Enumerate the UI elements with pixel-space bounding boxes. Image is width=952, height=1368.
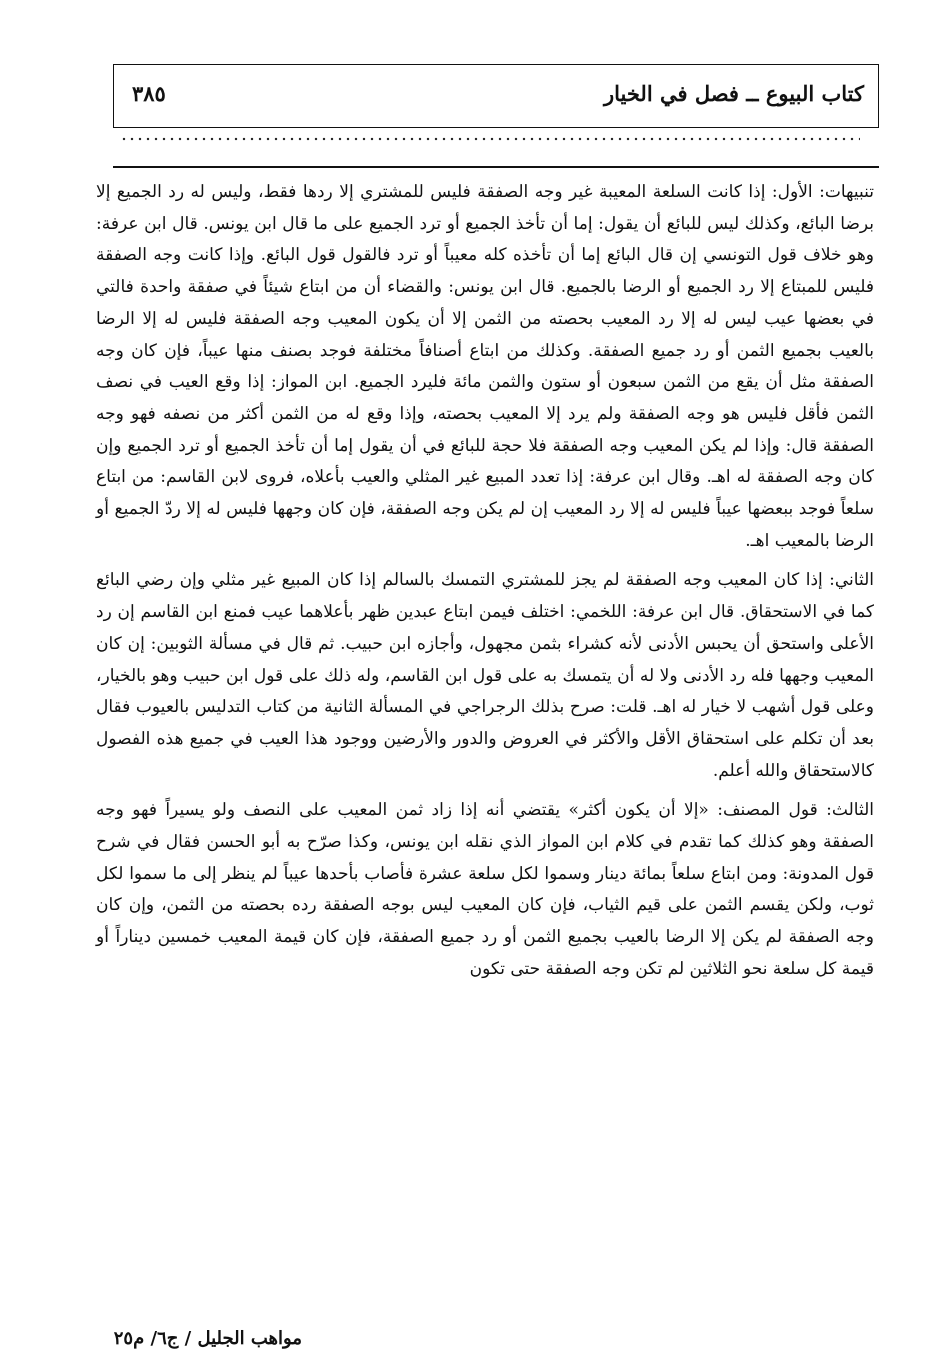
footer-signature: مواهب الجليل / ج٦/ م٢٥	[113, 1328, 302, 1349]
header-title: كتاب البيوع ــ فصل في الخيار	[603, 81, 864, 106]
page-number: ٣٨٥	[132, 81, 166, 106]
dotted-separator	[120, 137, 860, 141]
running-header	[113, 64, 879, 128]
paragraph-third-note: الثالث: قول المصنف: «إلا أن يكون أكثر» يقتضي أنه إذا زاد ثمن المعيب على النصف ولو يسيراً فهو وجه الصفقة وهو كذلك كما تقدم في كلام ابن المواز الذي نقله ابن يونس، وكذا صرّح به أبو الحسن فقال في شرح قول المدونة: ومن ابتاع سلعاً بمائة دينار وسموا لكل سلعة عشرة فأصاب بأحدها عيباً لم ينظر إلى ما سموا لكل ثوب، ولكن يقسم الثمن على قيم الثياب، فإن كان المعيب ليس بوجه الصفقة رده بحصته من الثمن، وإن كان وجه الصفقة لم يكن إلا الرضا بالعيب بجميع الثمن أو رد جميع الصفقة، فإن كان قيمة المعيب خمسين ديناراً أو قيمة كل سلعة نحو الثلاثين لم تكن وجه الصفقة حتى تكون	[96, 800, 874, 979]
paragraph-second-note: الثاني: إذا كان المعيب وجه الصفقة لم يجز للمشتري التمسك بالسالم إذا كان المبيع غير مثلي وإن رضي البائع كما في الاستحقاق. قال ابن عرفة: اللخمي: اختلف فيمن ابتاع عبدين ظهر بأعلاهما عيب فمنع ابن القاسم إن رد الأعلى واستحق أن يحبس الأدنى لأنه كشراء بثمن مجهول، وأجازه ابن حبيب. ثم قال في مسألة الثوبين: إن كان المعيب وجهها فله رد الأدنى ولا له أن يتمسك به على قول ابن القاسم، وله ذلك على قول ابن حبيب وهو بالخيار، وعلى قول أشهب لا خيار له اهـ. قلت: صرح بذلك الرجراجي في المسألة الثانية من كتاب التدليس بالعيوب فقال بعد أن تكلم على استحقاق الأقل والأكثر في العروض والدور والأرضين ووجود هذا العيب في جميع هذه الفصول كالاستحقاق والله أعلم.	[96, 570, 874, 781]
paragraph-first-note: تنبيهات: الأول: إذا كانت السلعة المعيبة غير وجه الصفقة فليس للمشتري إلا ردها فقط، وليس له رد الجميع إلا برضا البائع، وكذلك ليس للبائع أن يقول: إما أن تأخذ الجميع أو ترد الجميع على ما قال ابن يونس. قال ابن عرفة: وهو خلاف قول التونسي إن قال البائع إما أن تأخذه كله معيباً أو ترد فالقول قول البائع. وإذا كانت وجه الصفقة فليس للمبتاع إلا رد الجميع أو الرضا بالجميع. قال ابن يونس: والقضاء أن من ابتاع شيئاً في صفقة واحدة فالتي في بعضها عيب ليس له إلا رد المعيب بحصته من الثمن إلا أن يكون المعيب وجه الصفقة فليس له إلا الرضا بالعيب بجميع الثمن أو رد جميع الصفقة. وكذلك من ابتاع أصنافاً مختلفة فوجد بصنف منها عيباً، فإن كان وجه الصفقة مثل أن يقع من الثمن سبعون أو ستون والثمن مائة فليرد الجميع. ابن المواز: إذا وقع العيب في نصف الثمن فأقل فليس هو وجه الصفقة ولم يرد إلا المعيب بحصته، وإذا وقع له من الثمن أكثر من نصفه فهو وجه الصفقة قال: وإذا لم يكن المعيب وجه الصفقة فلا حجة للبائع في أن يقول إما أن تأخذ الجميع أو ترد الجميع وإن كان وجه الصفقة له اهـ. وقال ابن عرفة: إذا تعدد المبيع غير المثلي والعيب بأعلاه، فروى لابن القاسم: من ابتاع سلعاً فوجد ببعضها عيباً فليس له إلا رد المعيب إن لم يكن وجه الصفقة، فإن كان وجهها فليس له إلا ردّ الجميع أو الرضا بالمعيب اهـ.	[96, 182, 874, 551]
body-text	[96, 177, 874, 986]
header-rule	[113, 166, 879, 168]
